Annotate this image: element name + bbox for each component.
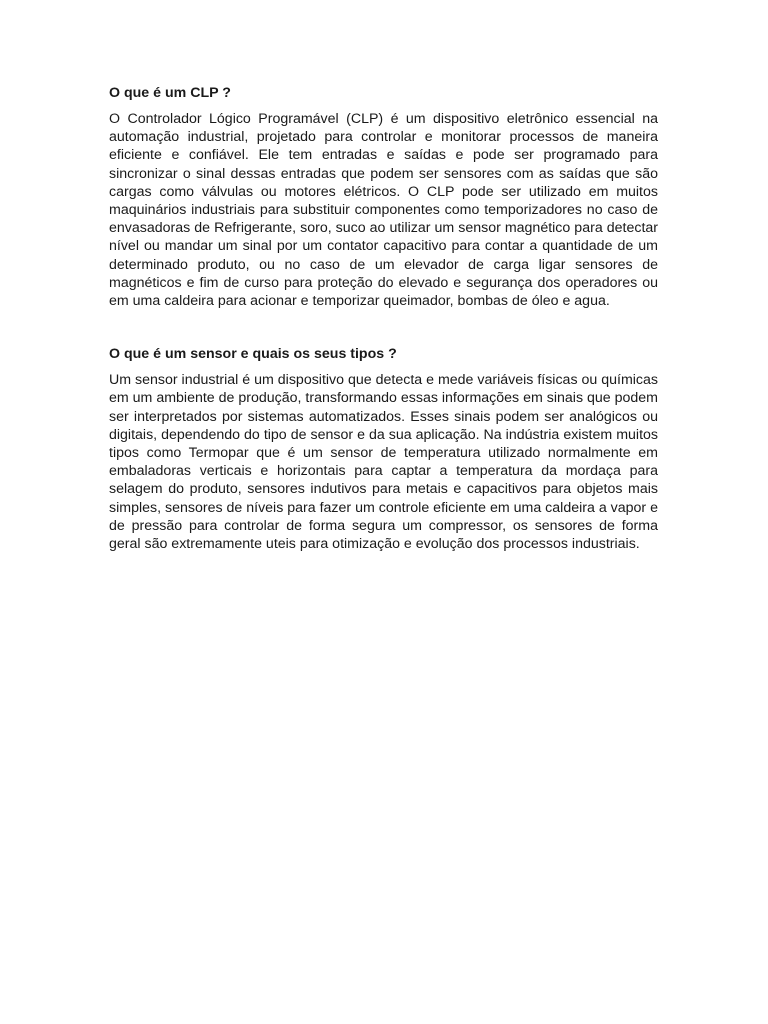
section-heading: O que é um sensor e quais os seus tipos ? — [109, 346, 397, 363]
section-paragraph: Um sensor industrial é um dispositivo que detecta e mede variáveis físicas ou químicas em um ambiente de produção, transformando essas informações em sinais que podem ser interpretados por sistemas automatizados. Esses sinais podem ser analógicos ou digitais, dependendo do tipo de sensor e da sua aplicação. Na indústria existem muitos tipos como Termopar que é um sensor de temperatura utilizado normalmente em embaladoras verticais e horizontais para captar a temperatura da mordaça para selagem do produto, sensores indutivos para metais e capacitivos para objetos mais simples, sensores de níveis para fazer um controle eficiente em uma caldeira a vapor e de pressão para controlar de forma segura um compressor, os sensores de forma geral são extremamente uteis para otimização e evolução dos processos industriais. — [109, 372, 658, 553]
section-clp — [109, 84, 658, 310]
section-heading: O que é um CLP ? — [109, 85, 231, 101]
section-paragraph: O Controlador Lógico Programável (CLP) é um dispositivo eletrônico essencial na automação industrial, projetado para controlar e monitorar processos de maneira eficiente e confiável. Ele tem entradas e saídas e pode ser programado para sincronizar o sinal dessas entradas que podem ser sensores com as saídas que são cargas como válvulas ou motores elétricos. O CLP pode ser utilizado em muitos maquinários industriais para substituir componentes como temporizadores no caso de envasadoras de Refrigerante, soro, suco ao utilizar um sensor magnético para detectar nível ou mandar um sinal por um contator capacitivo para contar a quantidade de um determinado produto, ou no caso de um elevador de carga ligar sensores de magnéticos e fim de curso para proteção do elevado e segurança dos operadores ou em uma caldeira para acionar e temporizar queimador, bombas de óleo e agua. — [109, 111, 658, 310]
section-sensor — [109, 345, 658, 553]
document-content — [109, 84, 658, 553]
